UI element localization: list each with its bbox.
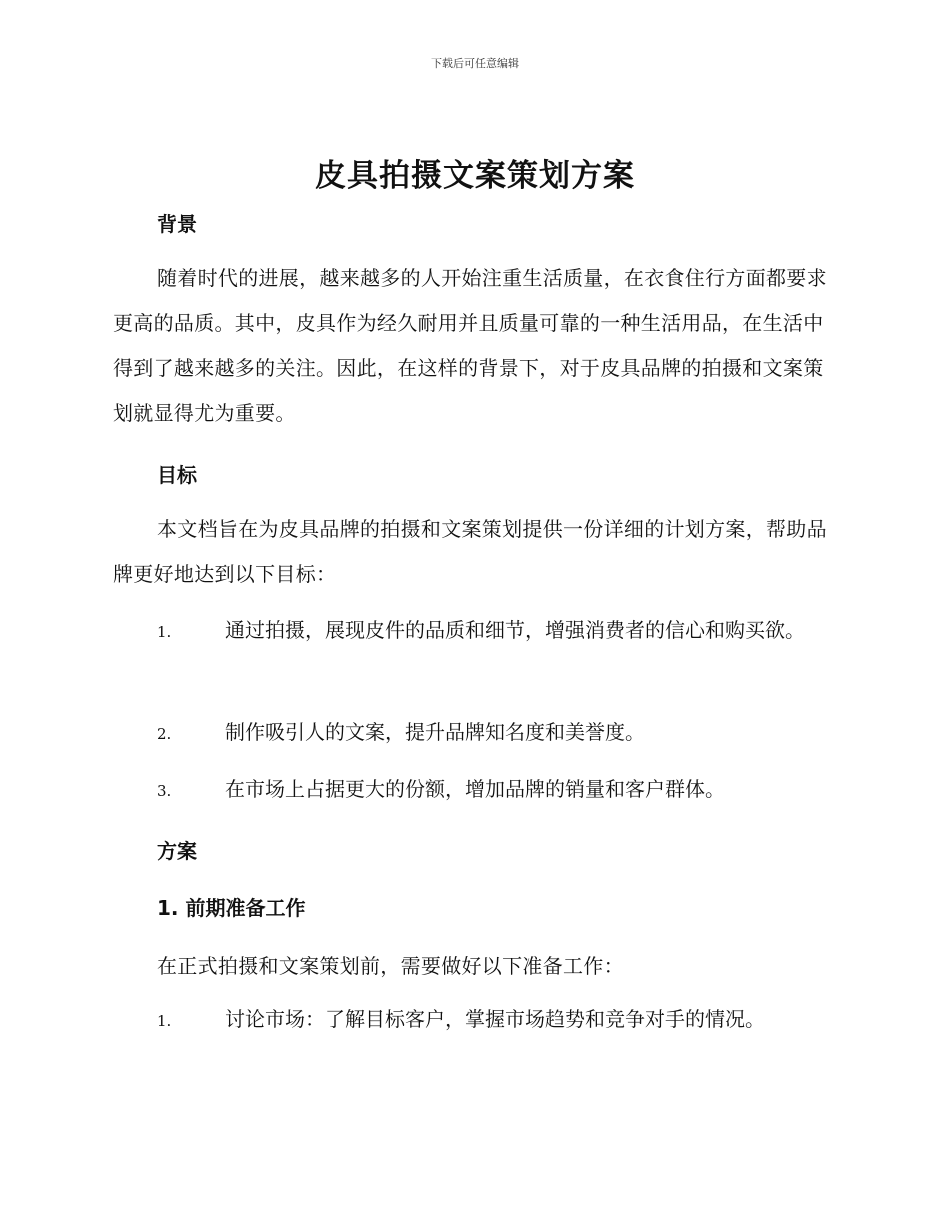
subheading-preparation: 1. 前期准备工作 [157,896,306,920]
section-heading-background: 背景 [157,212,197,236]
list-item-text: 通过拍摄，展现皮件的品质和细节，增强消费者的信心和购买欲。 [225,618,805,642]
goal-list-item-3 [113,767,835,814]
list-item-text: 制作吸引人的文案，提升品牌知名度和美誉度。 [225,720,645,744]
plan-list-item-1 [113,997,835,1044]
plan-intro: 在正式拍摄和文案策划前，需要做好以下准备工作： [157,954,624,978]
list-number: 1. [157,623,172,641]
list-item-text: 在市场上占据更大的份额，增加品牌的销量和客户群体。 [225,777,725,801]
background-paragraph: 随着时代的进展，越来越多的人开始注重生活质量，在衣食住行方面都要求更高的品质。其中，皮具作为经久耐用并且质量可靠的一种生活用品，在生活中得到了越来越多的关注。因此，在这样的背景下，对于皮具品牌的拍摄和文案策划就显得尤为重要。 [113,266,827,425]
goal-list-item-1 [113,608,835,655]
list-item-text: 讨论市场：了解目标客户，掌握市场趋势和竞争对手的情况。 [225,1007,765,1031]
list-number: 2. [157,725,172,743]
goal-list-item-2 [113,710,835,757]
section-heading-goal: 目标 [157,463,197,487]
list-number: 1. [157,1012,172,1030]
goal-paragraph: 本文档旨在为皮具品牌的拍摄和文案策划提供一份详细的计划方案，帮助品牌更好地达到以下目标： [113,517,827,586]
document-title: 皮具拍摄文案策划方案 [315,158,635,194]
list-number: 3. [157,782,172,800]
section-heading-plan: 方案 [157,839,197,863]
header-note: 下载后可任意编辑 [431,57,519,70]
